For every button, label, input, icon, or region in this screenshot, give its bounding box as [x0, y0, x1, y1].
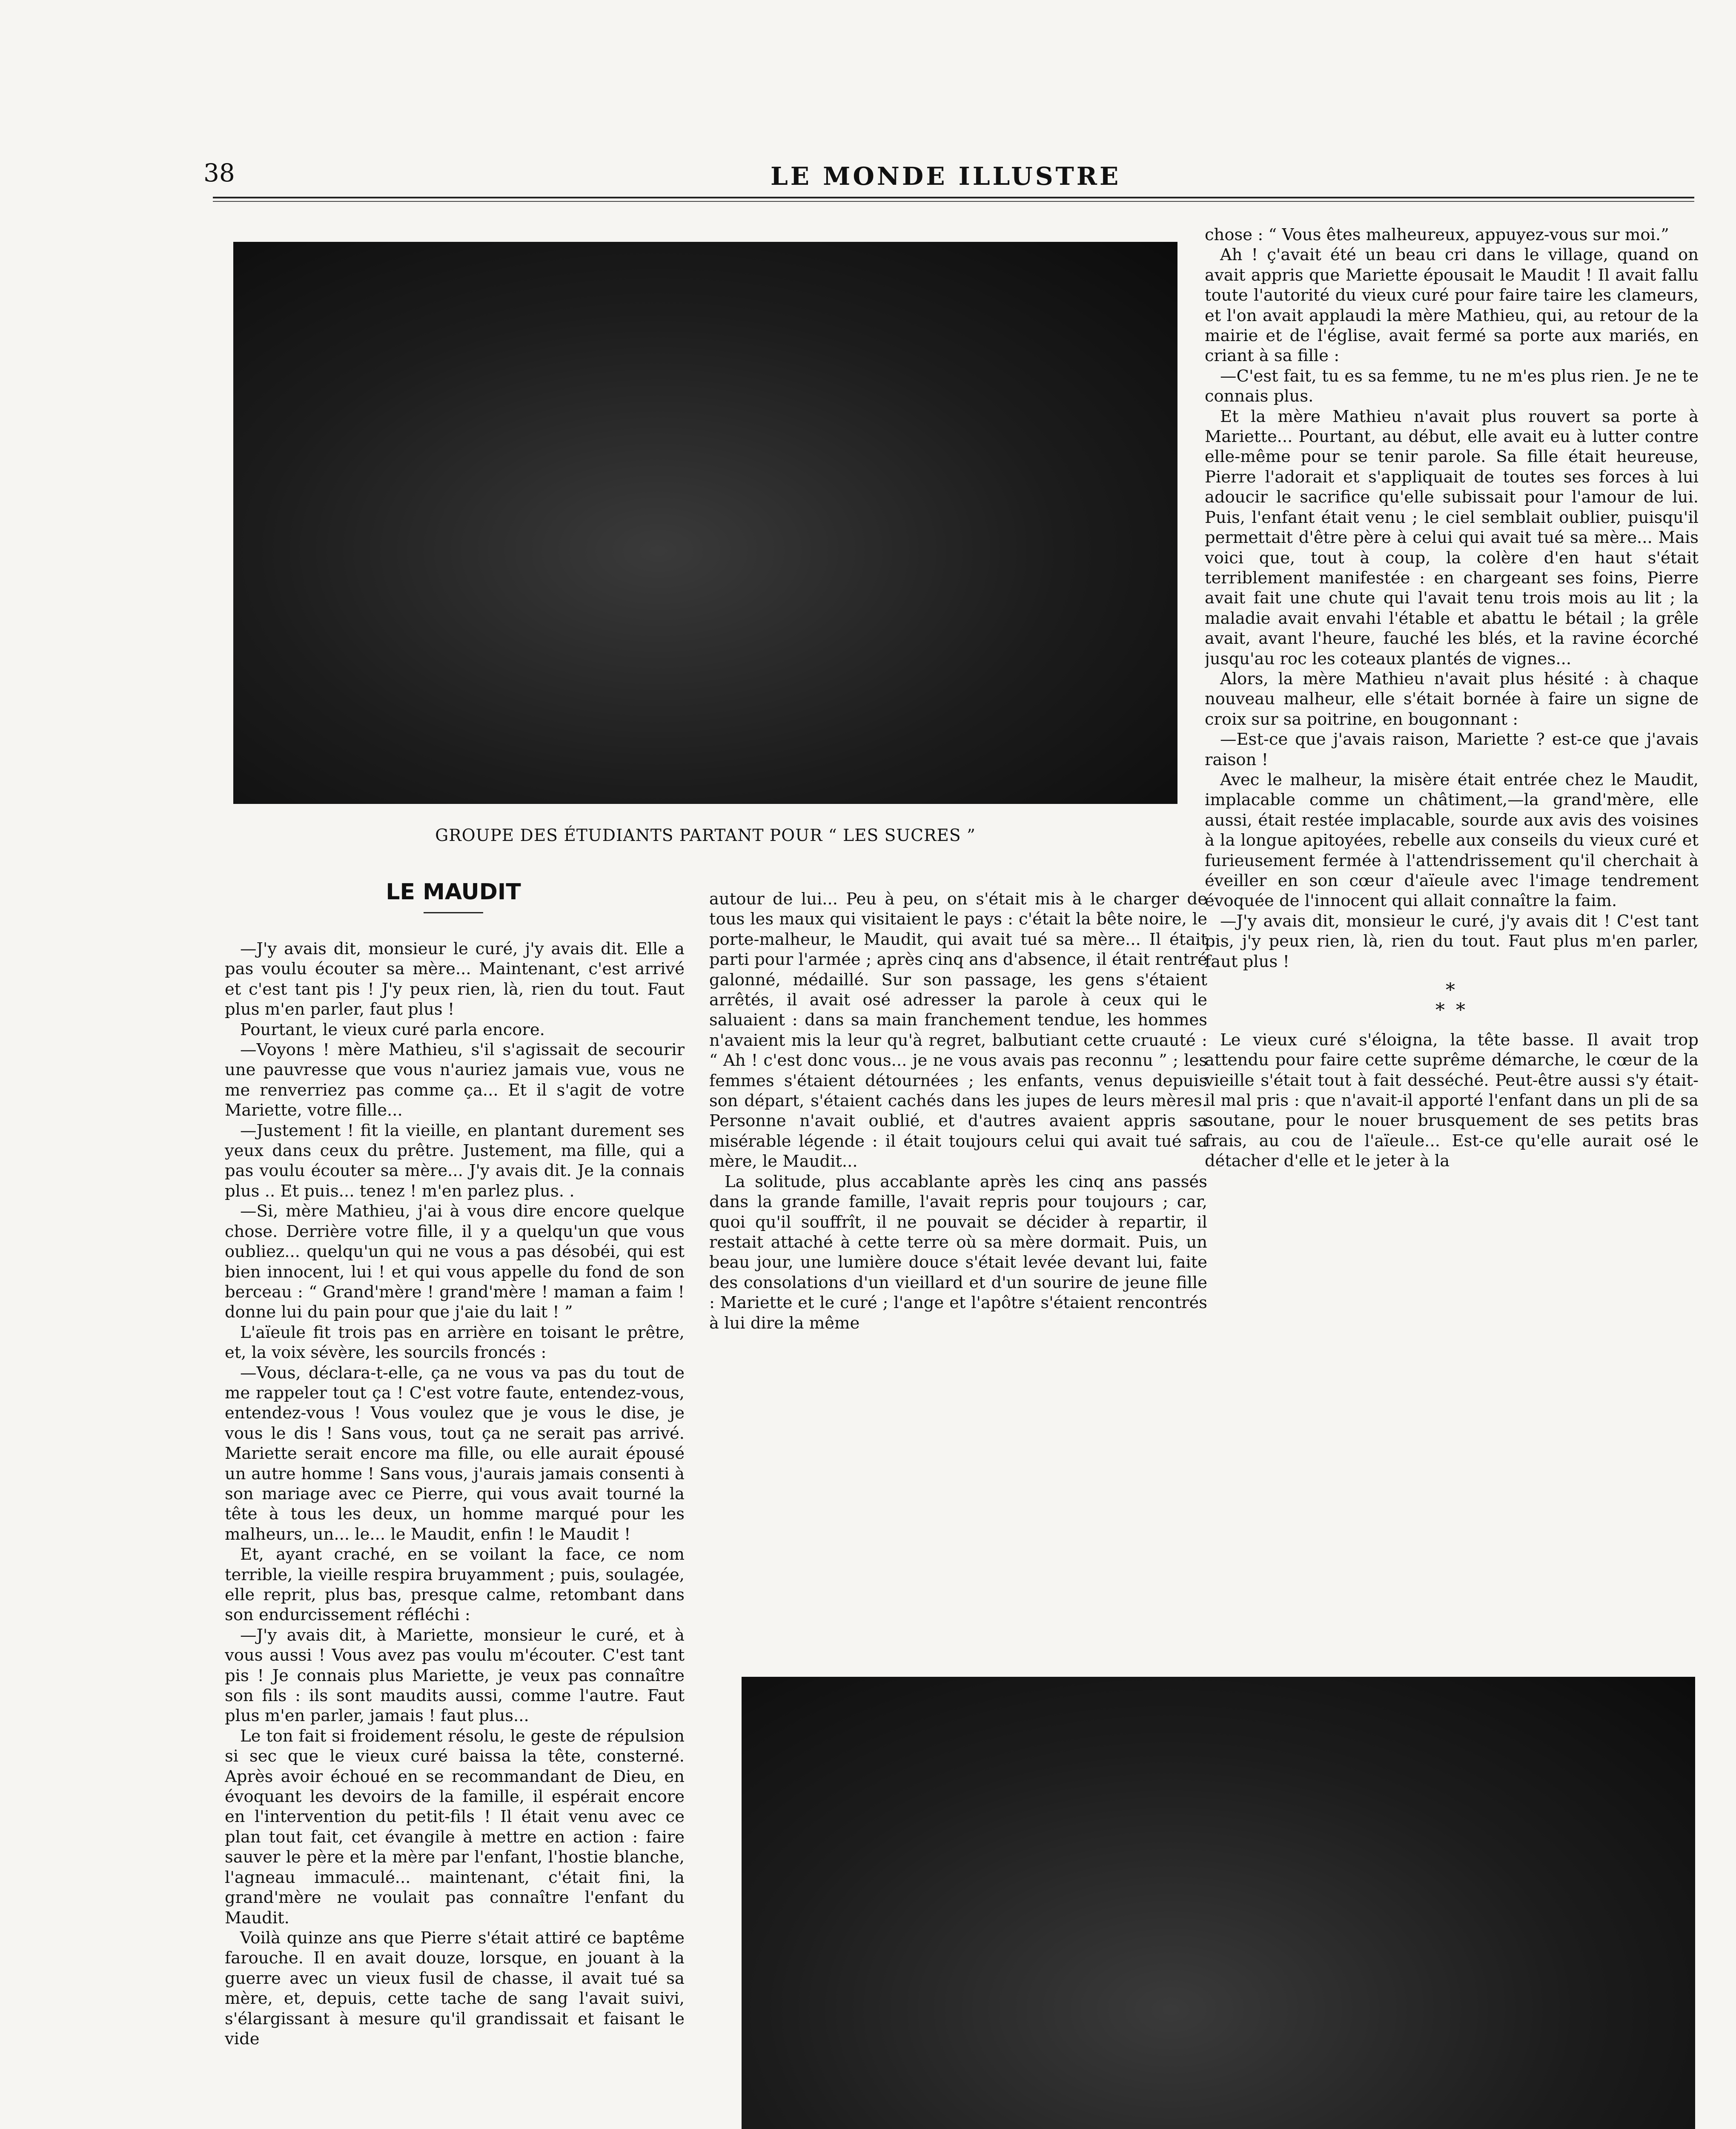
paragraph: —Vous, déclara-t-elle, ça ne vous va pas du tout de me rappeler tout ça ! C'est votre faute, entendez-vous, entendez-vous ! Vous voulez que je vous le dise, je vous le dis ! Sans vous, tout ça ne serait pas arrivé. Mariette serait encore ma fille, ou elle aurait épousé un autre homme ! Sans vous, j'aurais jamais consenti à son mariage avec ce Pierre, qui vous avait tourné la tête à tous les deux, un homme marqué pour les malheurs, un... le... le Maudit, enfin ! le Maudit ! [225, 1363, 685, 1544]
paragraph: —Voyons ! mère Mathieu, s'il s'agissait de secourir une pauvresse que vous n'auriez jamais vue, vous ne me renverriez pas comme ça... Et il s'agit de votre Mariette, votre fille... [225, 1040, 685, 1120]
paragraph: —Est-ce que j'avais raison, Mariette ? est-ce que j'avais raison ! [1205, 730, 1699, 769]
paragraph: Avec le malheur, la misère était entrée chez le Maudit, implacable comme un châtiment,—la grand'mère, elle aussi, était restée implacable, sourde aux avis des voisines à la longue apitoyées, rebelle aux conseils du vieux curé et furieusement fermée à l'attendrissement qu'il cherchait à éveiller en son cœur d'aïeule avec l'image tendrement évoquée de l'innocent qui allait connaître la faim. [1205, 770, 1699, 911]
paragraph: —C'est fait, tu es sa femme, tu ne m'es plus rien. Je ne te connais plus. [1205, 366, 1699, 406]
paragraph: —J'y avais dit, à Mariette, monsieur le curé, et à vous aussi ! Vous avez pas voulu m'écouter. C'est tant pis ! Je connais plus Mariette, je veux pas connaître son fils : ils sont maudits aussi, comme l'autre. Faut plus m'en parler, jamais ! faut plus... [225, 1625, 685, 1726]
section-separator: * * * [1435, 979, 1468, 1021]
paragraph: Alors, la mère Mathieu n'avait plus hésité : à chaque nouveau malheur, elle s'était bornée à faire un signe de croix sur sa poitrine, en bougonnant : [1205, 669, 1699, 729]
paragraph: Le ton fait si froidement résolu, le geste de répulsion si sec que le vieux curé baissa la tête, consterné. Après avoir échoué en se recommandant de Dieu, en évoquant les devoirs de la famille, il espérait encore en l'intervention du petit-fils ! Il était venu avec ce plan tout fait, cet évangile à mettre en action : faire sauver le père et la mère par l'enfant, l'hostie blanche, l'agneau immaculé... maintenant, c'était fini, la grand'mère ne voulait pas connaître l'enfant du Maudit. [225, 1726, 685, 1928]
title-rule [424, 912, 483, 913]
article-title: LE MAUDIT [386, 879, 521, 905]
text-column-3 [1205, 225, 1699, 1677]
paragraph: autour de lui... Peu à peu, on s'était mis à le charger de tous les maux qui visitaient le pays : c'était la bête noire, le porte-malheur, le Maudit, qui avait tué sa mère... Il était parti pour l'armée ; après cinq ans d'absence, il était rentré galonné, médaillé. Sur son passage, les gens s'étaient arrêtés, il avait osé adresser la parole à ceux qui le saluaient : dans sa main franchement tendue, les hommes n'avaient mis la leur qu'à regret, balbutiant cette cruauté : “ Ah ! c'est donc vous... je ne vous avais pas reconnu ” ; les femmes s'étaient détournées ; les enfants, venus depuis son départ, s'étaient cachés dans les jupes de leurs mères. Personne n'avait oublié, et d'autres avaient appris sa misérable légende : il était toujours celui qui avait tué sa mère, le Maudit... [709, 889, 1207, 1171]
paragraph: Ah ! ç'avait été un beau cri dans le village, quand on avait appris que Mariette épousait le Maudit ! Il avait fallu toute l'autorité du vieux curé pour faire taire les clameurs, et l'on avait applaudi la mère Mathieu, qui, au retour de la mairie et de l'église, avait fermé sa porte aux mariés, en criant à sa fille : [1205, 245, 1699, 366]
paragraph: Voilà quinze ans que Pierre s'était attiré ce baptême farouche. Il en avait douze, lorsque, en jouant à la guerre avec un vieux fusil de chasse, il avait tué sa mère, et, depuis, cette tache de sang l'avait suivi, s'élargissant à mesure qu'il grandissait et faisant le vide [225, 1928, 685, 2049]
masthead-title: LE MONDE ILLUSTRE [771, 162, 1121, 191]
photo-student-group [233, 242, 1177, 804]
paragraph: —Justement ! fit la vieille, en plantant durement ses yeux dans ceux du prêtre. Justement, ma fille, qui a pas voulu écouter sa mère... J'y avais dit. Je la connais plus .. Et puis... tenez ! m'en parlez plus. . [225, 1121, 685, 1201]
paragraph: La solitude, plus accablante après les cinq ans passés dans la grande famille, l'avait repris pour toujours ; car, quoi qu'il souffrît, il ne pouvait se décider à repartir, il restait attaché à cette terre où sa mère dormait. Puis, un beau jour, une lumière douce s'était levée devant lui, faite des consolations d'un vieillard et d'un sourire de jeune fille : Mariette et le curé ; l'ange et l'apôtre s'étaient rencontrés à lui dire la même [709, 1172, 1207, 1333]
header-rule-thin [213, 201, 1694, 202]
paragraph: L'aïeule fit trois pas en arrière en toisant le prêtre, et, la voix sévère, les sourcils froncés : [225, 1323, 685, 1363]
text-column-2 [709, 889, 1207, 1668]
paragraph: Et la mère Mathieu n'avait plus rouvert sa porte à Mariette... Pourtant, au début, elle avait eu à lutter contre elle-même pour se tenir parole. Sa fille était heureuse, Pierre l'adorait et s'appliquait de toutes ses forces à lui adoucir le sacrifice qu'elle subissait pour l'amour de lui. Puis, l'enfant était venu ; le ciel semblait oublier, puisqu'il permettait d'être père à celui qui avait tué sa mère... Mais voici que, tout à coup, la colère d'en haut s'était terriblement manifestée : en chargeant ses foins, Pierre avait fait une chute qui l'avait tenu trois mois au lit ; la maladie avait envahi l'étable et abattu le bétail ; la grêle avait, avant l'heure, fauché les blés, et la ravine écorché jusqu'au roc les coteaux plantés de vignes... [1205, 407, 1699, 669]
paragraph: —J'y avais dit, monsieur le curé, j'y avais dit ! C'est tant pis, j'y peux rien, là, rien du tout. Faut plus m'en parler, faut plus ! [1205, 911, 1699, 971]
paragraph: —J'y avais dit, monsieur le curé, j'y avais dit. Elle a pas voulu écouter sa mère... Maintenant, c'est arrivé et c'est tant pis ! J'y peux rien, là, rien du tout. Faut plus m'en parler, faut plus ! [225, 939, 685, 1019]
paragraph: Le vieux curé s'éloigna, la tête basse. Il avait trop attendu pour faire cette suprême démarche, le cœur de la vieille s'était tout à fait desséché. Peut-être aussi s'y était-il mal pris : que n'avait-il apporté l'enfant dans un pli de sa soutane, pour le nouer brusquement de ses petits bras frais, au cou de l'aïeule... Est-ce qu'elle aurait osé le détacher d'elle et le jeter à la [1205, 1030, 1699, 1171]
text-column-1 [225, 939, 685, 2129]
paragraph: Et, ayant craché, en se voilant la face, ce nom terrible, la vieille respira bruyamment ; puis, soulagée, elle reprit, plus bas, presque calme, retombant dans son endurcissement réfléchi : [225, 1545, 685, 1625]
page-number: 38 [203, 158, 235, 187]
paragraph: Pourtant, le vieux curé parla encore. [240, 1020, 545, 1039]
header-rule [213, 197, 1694, 198]
photo-students-in-woods [742, 1677, 1695, 2129]
photo-caption-top: GROUPE DES ÉTUDIANTS PARTANT POUR “ LES SUCRES ” [435, 826, 976, 845]
paragraph: —Si, mère Mathieu, j'ai à vous dire encore quelque chose. Derrière votre fille, il y a quelqu'un que vous oubliez... quelqu'un qui ne vous a pas désobéi, qui est bien innocent, lui ! et qui vous appelle du fond de son berceau : “ Grand'mère ! grand'mère ! maman a faim ! donne lui du pain pour que j'aie du lait ! ” [225, 1202, 685, 1322]
paragraph: chose : “ Vous êtes malheureux, appuyez-vous sur moi.” [1205, 225, 1669, 244]
